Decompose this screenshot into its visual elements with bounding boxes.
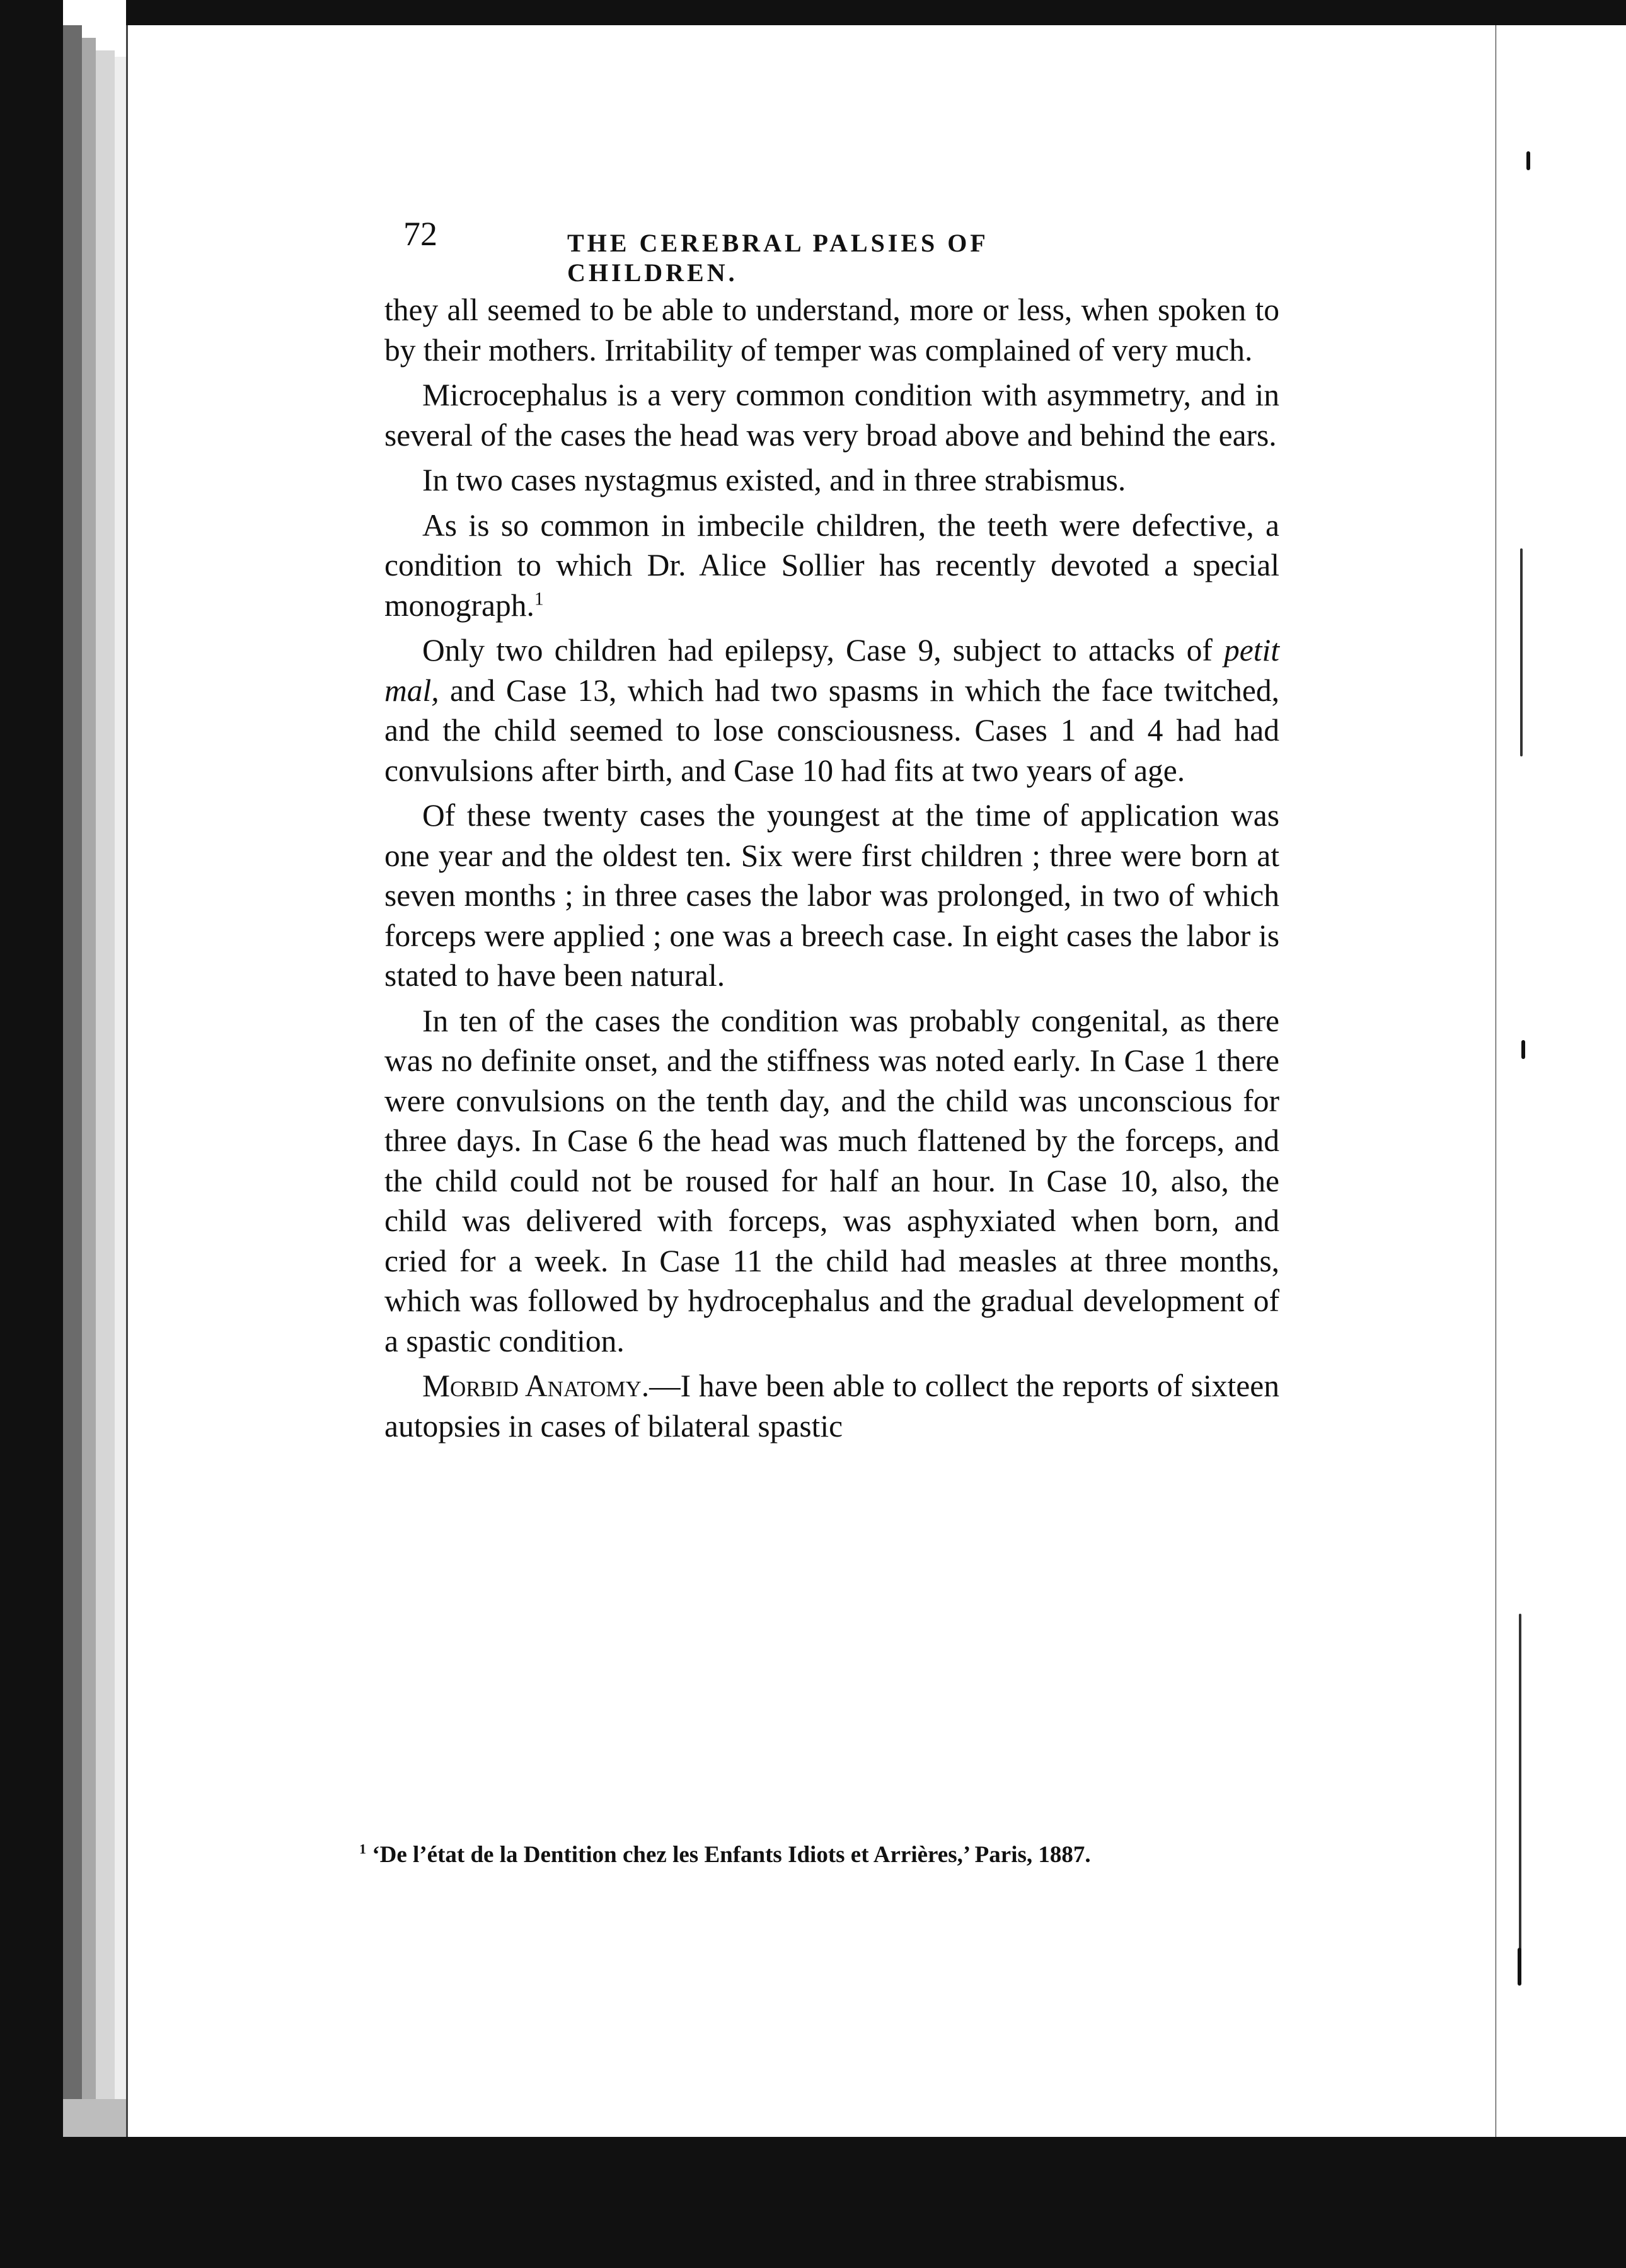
- footnote-marker: 1: [359, 1841, 367, 1857]
- italic-term: petit mal,: [384, 633, 1280, 708]
- section-heading: Morbid Anatomy.: [422, 1368, 650, 1403]
- binding-mark: [1526, 151, 1530, 170]
- binding-mark: [1520, 548, 1523, 756]
- scan-border-top: [126, 0, 1626, 25]
- paragraph: In two cases nystagmus existed, and in three strabismus.: [422, 463, 1126, 497]
- page-number: 72: [403, 215, 437, 253]
- binding-mark: [1518, 1948, 1521, 1986]
- facing-page-edge: [1494, 25, 1626, 2137]
- running-head: THE CEREBRAL PALSIES OF CHILDREN.: [567, 229, 988, 287]
- scan-border-left: [0, 0, 63, 2268]
- page-edge-stack: [96, 50, 115, 2105]
- paragraph: Of these twenty cases the youngest at the time of application was one year and the oldest ten. Six were first children ; three were born at seven months ; in three cases the labor was prolonged, in two of which forceps were applied ; one was a breech case. In eight cases the labor is stated to have been natural.: [384, 798, 1279, 993]
- paragraph: [384, 1366, 1279, 1446]
- binding-mark: [1521, 1040, 1525, 1059]
- paragraph-text: and Case 13, which had two spasms in which the face twitched, and the child seemed to lose consciousness. Cases 1 and 4 had had convulsions after birth, and Case 10 had fits at two years of age.: [384, 673, 1280, 788]
- paragraph-text: Only two children had epilepsy, Case 9, subject to attacks of: [422, 633, 1213, 668]
- scan-border-bottom: [0, 2137, 1626, 2268]
- paragraph-text: As is so common in imbecile children, the teeth were defective, a condition to which Dr. Alice Sollier has recently devoted a special monograph.: [384, 507, 1279, 623]
- body-text: [384, 290, 1279, 1446]
- paragraph: they all seemed to be able to understand, more or less, when spoken to by their mothers. Irritability of temper was complained of very much.: [384, 292, 1279, 367]
- page-edge-stack: [63, 25, 82, 2124]
- paragraph: Microcephalus is a very common condition with asymmetry, and in several of the cases the head was very broad above and behind the ears.: [384, 378, 1279, 453]
- footnote: [359, 1839, 1267, 1871]
- page-header: [403, 214, 1147, 287]
- binding-mark: [1519, 1614, 1521, 1967]
- paragraph: [384, 630, 1279, 790]
- footnote-text: ‘De l’état de la Dentition chez les Enfants Idiots et Arrières,’ Paris, 1887.: [372, 1842, 1091, 1868]
- paragraph-text: —I have been able to collect the reports of sixteen autopsies in cases of bilateral spastic: [384, 1368, 1279, 1444]
- page-edge-stack: [82, 38, 96, 2118]
- paragraph: In ten of the cases the condition was probably congenital, as there was no definite onset, and the stiffness was noted early. In Case 1 there were convulsions on the tenth day, and the child was unconscious for three days. In Case 6 the head was much flattened by the forceps, and the child could not be roused for half an hour. In Case 10, also, the child was delivered with forceps, was asphyxiated when born, and cried for a week. In Case 11 the child had measles at three months, which was followed by hydrocephalus and the gradual development of a spastic condition.: [384, 1003, 1279, 1358]
- footnote-reference: 1: [534, 589, 544, 609]
- paragraph: [384, 506, 1279, 626]
